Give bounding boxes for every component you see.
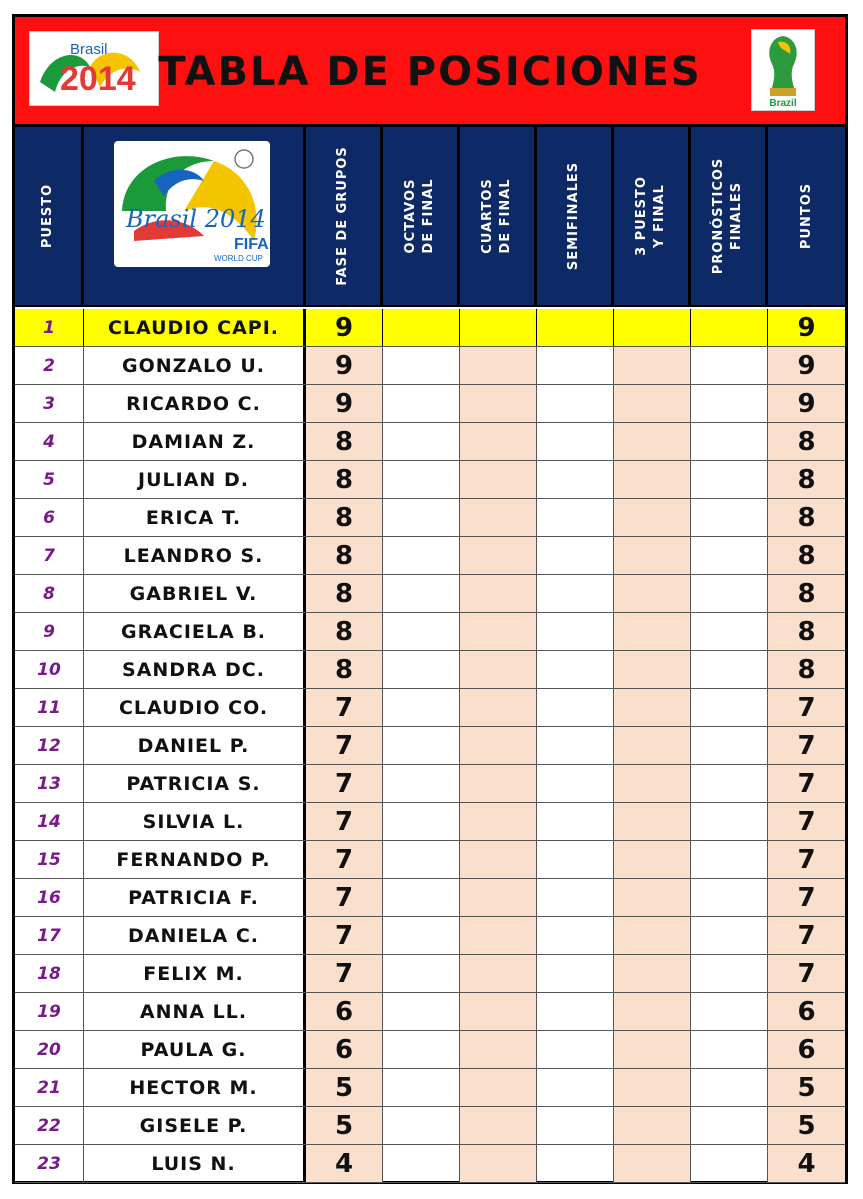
- pronosticos-cell: [691, 499, 768, 536]
- semifinales-cell: [537, 803, 614, 840]
- name-cell: JULIAN D.: [84, 461, 306, 498]
- cuartos-cell: [460, 575, 537, 612]
- puntos-cell: 6: [768, 1031, 845, 1068]
- fase-grupos-cell: 7: [306, 727, 383, 764]
- rank-cell: 6: [15, 499, 84, 536]
- rank-cell: 17: [15, 917, 84, 954]
- pronosticos-cell: [691, 537, 768, 574]
- cuartos-cell: [460, 765, 537, 802]
- name-cell: DAMIAN Z.: [84, 423, 306, 460]
- pronosticos-cell: [691, 955, 768, 992]
- tercer-puesto-cell: [614, 993, 691, 1030]
- rank-cell: 7: [15, 537, 84, 574]
- fase-grupos-cell: 5: [306, 1069, 383, 1106]
- pronosticos-cell: [691, 1145, 768, 1182]
- fase-grupos-cell: 6: [306, 993, 383, 1030]
- header-tercer-puesto: [614, 127, 691, 305]
- octavos-cell: [383, 1069, 460, 1106]
- name-cell: DANIELA C.: [84, 917, 306, 954]
- name-cell: LUIS N.: [84, 1145, 306, 1182]
- octavos-cell: [383, 1107, 460, 1144]
- rank-cell: 21: [15, 1069, 84, 1106]
- pronosticos-cell: [691, 347, 768, 384]
- name-cell: PATRICIA S.: [84, 765, 306, 802]
- name-cell: DANIEL P.: [84, 727, 306, 764]
- octavos-cell: [383, 765, 460, 802]
- rank-cell: 18: [15, 955, 84, 992]
- pronosticos-cell: [691, 309, 768, 346]
- rank-cell: 19: [15, 993, 84, 1030]
- header-fase-grupos-label: FASE DE GRUPOS: [335, 146, 350, 286]
- cuartos-cell: [460, 727, 537, 764]
- fase-grupos-cell: 7: [306, 879, 383, 916]
- rank-cell: 22: [15, 1107, 84, 1144]
- pronosticos-cell: [691, 461, 768, 498]
- tercer-puesto-cell: [614, 803, 691, 840]
- cuartos-cell: [460, 537, 537, 574]
- fase-grupos-cell: 7: [306, 765, 383, 802]
- semifinales-cell: [537, 765, 614, 802]
- semifinales-cell: [537, 347, 614, 384]
- name-cell: GABRIEL V.: [84, 575, 306, 612]
- header-pronosticos: [691, 127, 768, 305]
- puntos-cell: 7: [768, 841, 845, 878]
- name-cell: CLAUDIO CO.: [84, 689, 306, 726]
- name-cell: GISELE P.: [84, 1107, 306, 1144]
- semifinales-cell: [537, 841, 614, 878]
- table-row: [15, 955, 845, 993]
- table-row: [15, 689, 845, 727]
- name-cell: ERICA T.: [84, 499, 306, 536]
- semifinales-cell: [537, 537, 614, 574]
- cuartos-cell: [460, 879, 537, 916]
- tercer-puesto-cell: [614, 537, 691, 574]
- cuartos-cell: [460, 499, 537, 536]
- rank-cell: 4: [15, 423, 84, 460]
- puntos-cell: 4: [768, 1145, 845, 1182]
- octavos-cell: [383, 917, 460, 954]
- octavos-cell: [383, 347, 460, 384]
- table-row: [15, 727, 845, 765]
- tercer-puesto-cell: [614, 841, 691, 878]
- name-cell: GONZALO U.: [84, 347, 306, 384]
- column-header-band: [15, 127, 845, 307]
- fase-grupos-cell: 7: [306, 917, 383, 954]
- name-cell: SILVIA L.: [84, 803, 306, 840]
- brand-logo-worldcup: WORLD CUP: [214, 254, 263, 263]
- rank-cell: 3: [15, 385, 84, 422]
- pronosticos-cell: [691, 1069, 768, 1106]
- tercer-puesto-cell: [614, 423, 691, 460]
- octavos-cell: [383, 575, 460, 612]
- cuartos-cell: [460, 309, 537, 346]
- cuartos-cell: [460, 803, 537, 840]
- name-cell: LEANDRO S.: [84, 537, 306, 574]
- puntos-cell: 7: [768, 803, 845, 840]
- table-row: [15, 803, 845, 841]
- tercer-puesto-cell: [614, 765, 691, 802]
- cuartos-cell: [460, 1145, 537, 1182]
- table-row: [15, 1031, 845, 1069]
- puntos-cell: 9: [768, 385, 845, 422]
- table-row: [15, 537, 845, 575]
- puntos-cell: 7: [768, 917, 845, 954]
- header-tercer-puesto-label: 3 PUESTO Y FINAL: [634, 176, 667, 256]
- pronosticos-cell: [691, 651, 768, 688]
- table-row: [15, 1145, 845, 1183]
- tercer-puesto-cell: [614, 917, 691, 954]
- puntos-cell: 8: [768, 575, 845, 612]
- tercer-puesto-cell: [614, 727, 691, 764]
- rank-cell: 23: [15, 1145, 84, 1182]
- octavos-cell: [383, 385, 460, 422]
- tercer-puesto-cell: [614, 1107, 691, 1144]
- pronosticos-cell: [691, 765, 768, 802]
- semifinales-cell: [537, 993, 614, 1030]
- header-semifinales: [537, 127, 614, 305]
- table-row: [15, 993, 845, 1031]
- fase-grupos-cell: 7: [306, 689, 383, 726]
- standings-table-body: [15, 309, 845, 1183]
- fase-grupos-cell: 8: [306, 575, 383, 612]
- tercer-puesto-cell: [614, 309, 691, 346]
- octavos-cell: [383, 613, 460, 650]
- table-row: [15, 575, 845, 613]
- semifinales-cell: [537, 309, 614, 346]
- semifinales-cell: [537, 423, 614, 460]
- puntos-cell: 8: [768, 423, 845, 460]
- semifinales-cell: [537, 1069, 614, 1106]
- rank-cell: 20: [15, 1031, 84, 1068]
- fase-grupos-cell: 9: [306, 385, 383, 422]
- semifinales-cell: [537, 1031, 614, 1068]
- octavos-cell: [383, 879, 460, 916]
- name-cell: RICARDO C.: [84, 385, 306, 422]
- puntos-cell: 8: [768, 651, 845, 688]
- puntos-cell: 8: [768, 537, 845, 574]
- table-row: [15, 841, 845, 879]
- cuartos-cell: [460, 993, 537, 1030]
- octavos-cell: [383, 537, 460, 574]
- pronosticos-cell: [691, 841, 768, 878]
- octavos-cell: [383, 955, 460, 992]
- octavos-cell: [383, 423, 460, 460]
- puntos-cell: 8: [768, 613, 845, 650]
- table-row: [15, 1069, 845, 1107]
- octavos-cell: [383, 651, 460, 688]
- puntos-cell: 7: [768, 727, 845, 764]
- table-row: [15, 461, 845, 499]
- tercer-puesto-cell: [614, 613, 691, 650]
- header-puntos-label: PUNTOS: [798, 182, 814, 250]
- tercer-puesto-cell: [614, 347, 691, 384]
- rank-cell: 1: [15, 309, 84, 346]
- name-cell: PAULA G.: [84, 1031, 306, 1068]
- fase-grupos-cell: 5: [306, 1107, 383, 1144]
- puntos-cell: 9: [768, 347, 845, 384]
- octavos-cell: [383, 841, 460, 878]
- fase-grupos-cell: 8: [306, 499, 383, 536]
- svg-text:2014: 2014: [60, 60, 136, 98]
- octavos-cell: [383, 803, 460, 840]
- header-puntos: [768, 127, 845, 305]
- rank-cell: 13: [15, 765, 84, 802]
- semifinales-cell: [537, 613, 614, 650]
- pronosticos-cell: [691, 879, 768, 916]
- brand-logo-fifa: FIFA: [234, 236, 269, 253]
- name-cell: SANDRA DC.: [84, 651, 306, 688]
- rank-cell: 5: [15, 461, 84, 498]
- table-row: [15, 309, 845, 347]
- header-cuartos-label: CUARTOS DE FINAL: [480, 178, 513, 254]
- tercer-puesto-cell: [614, 461, 691, 498]
- pronosticos-cell: [691, 423, 768, 460]
- name-cell: CLAUDIO CAPI.: [84, 309, 306, 346]
- fase-grupos-cell: 7: [306, 955, 383, 992]
- header-semifinales-label: SEMIFINALES: [566, 161, 581, 271]
- logo-right-label: Brazil: [769, 98, 797, 109]
- tercer-puesto-cell: [614, 385, 691, 422]
- tercer-puesto-cell: [614, 879, 691, 916]
- header-fase-grupos: [306, 127, 383, 305]
- pronosticos-cell: [691, 613, 768, 650]
- header-logo-cell: [84, 127, 306, 305]
- fase-grupos-cell: 7: [306, 803, 383, 840]
- rank-cell: 16: [15, 879, 84, 916]
- world-cup-trophy-logo: [751, 29, 815, 111]
- semifinales-cell: [537, 1145, 614, 1182]
- pronosticos-cell: [691, 1031, 768, 1068]
- pronosticos-cell: [691, 1107, 768, 1144]
- header-puesto: [15, 127, 84, 305]
- page-title: TABLA DE POSICIONES: [158, 49, 702, 95]
- cuartos-cell: [460, 955, 537, 992]
- semifinales-cell: [537, 461, 614, 498]
- name-cell: PATRICIA F.: [84, 879, 306, 916]
- tercer-puesto-cell: [614, 955, 691, 992]
- fase-grupos-cell: 8: [306, 613, 383, 650]
- cuartos-cell: [460, 347, 537, 384]
- name-cell: ANNA LL.: [84, 993, 306, 1030]
- octavos-cell: [383, 993, 460, 1030]
- pronosticos-cell: [691, 993, 768, 1030]
- pronosticos-cell: [691, 575, 768, 612]
- rank-cell: 11: [15, 689, 84, 726]
- fase-grupos-cell: 8: [306, 537, 383, 574]
- fase-grupos-cell: 8: [306, 651, 383, 688]
- rank-cell: 15: [15, 841, 84, 878]
- fase-grupos-cell: 8: [306, 461, 383, 498]
- puntos-cell: 8: [768, 461, 845, 498]
- puntos-cell: 5: [768, 1069, 845, 1106]
- fase-grupos-cell: 6: [306, 1031, 383, 1068]
- fase-grupos-cell: 4: [306, 1145, 383, 1182]
- table-row: [15, 423, 845, 461]
- logo-left-text-1: Brasil: [70, 41, 108, 58]
- semifinales-cell: [537, 1107, 614, 1144]
- rank-cell: 10: [15, 651, 84, 688]
- fase-grupos-cell: 7: [306, 841, 383, 878]
- semifinales-cell: [537, 689, 614, 726]
- rank-cell: 12: [15, 727, 84, 764]
- fase-grupos-cell: 9: [306, 309, 383, 346]
- name-cell: FELIX M.: [84, 955, 306, 992]
- name-cell: HECTOR M.: [84, 1069, 306, 1106]
- tercer-puesto-cell: [614, 1069, 691, 1106]
- header-octavos: [383, 127, 460, 305]
- puntos-cell: 8: [768, 499, 845, 536]
- cuartos-cell: [460, 689, 537, 726]
- title-band: [15, 17, 845, 127]
- header-pronosticos-label: PRONÓSTICOS FINALES: [711, 157, 744, 275]
- semifinales-cell: [537, 385, 614, 422]
- name-cell: GRACIELA B.: [84, 613, 306, 650]
- puntos-cell: 7: [768, 765, 845, 802]
- octavos-cell: [383, 499, 460, 536]
- table-row: [15, 499, 845, 537]
- rank-cell: 14: [15, 803, 84, 840]
- brasil-2014-fifa-logo: [114, 141, 270, 267]
- cuartos-cell: [460, 1031, 537, 1068]
- cuartos-cell: [460, 1107, 537, 1144]
- octavos-cell: [383, 1145, 460, 1182]
- pronosticos-cell: [691, 385, 768, 422]
- table-row: [15, 347, 845, 385]
- puntos-cell: 5: [768, 1107, 845, 1144]
- puntos-cell: 7: [768, 689, 845, 726]
- cuartos-cell: [460, 917, 537, 954]
- semifinales-cell: [537, 575, 614, 612]
- table-row: [15, 613, 845, 651]
- pronosticos-cell: [691, 917, 768, 954]
- rank-cell: 9: [15, 613, 84, 650]
- cuartos-cell: [460, 613, 537, 650]
- pronosticos-cell: [691, 727, 768, 764]
- cuartos-cell: [460, 651, 537, 688]
- cuartos-cell: [460, 1069, 537, 1106]
- name-cell: FERNANDO P.: [84, 841, 306, 878]
- octavos-cell: [383, 1031, 460, 1068]
- pronosticos-cell: [691, 689, 768, 726]
- semifinales-cell: [537, 917, 614, 954]
- fase-grupos-cell: 9: [306, 347, 383, 384]
- puntos-cell: 7: [768, 955, 845, 992]
- semifinales-cell: [537, 955, 614, 992]
- header-cuartos: [460, 127, 537, 305]
- tercer-puesto-cell: [614, 1145, 691, 1182]
- tercer-puesto-cell: [614, 1031, 691, 1068]
- puntos-cell: 7: [768, 879, 845, 916]
- rank-cell: 8: [15, 575, 84, 612]
- tercer-puesto-cell: [614, 651, 691, 688]
- semifinales-cell: [537, 879, 614, 916]
- table-row: [15, 917, 845, 955]
- cuartos-cell: [460, 423, 537, 460]
- tercer-puesto-cell: [614, 575, 691, 612]
- cuartos-cell: [460, 841, 537, 878]
- octavos-cell: [383, 689, 460, 726]
- table-row: [15, 385, 845, 423]
- table-row: [15, 879, 845, 917]
- brand-logo-text-1: Brasil 2014: [126, 205, 266, 233]
- standings-sheet: [12, 14, 848, 1184]
- semifinales-cell: [537, 651, 614, 688]
- octavos-cell: [383, 309, 460, 346]
- octavos-cell: [383, 461, 460, 498]
- octavos-cell: [383, 727, 460, 764]
- table-row: [15, 765, 845, 803]
- puntos-cell: 9: [768, 309, 845, 346]
- fase-grupos-cell: 8: [306, 423, 383, 460]
- pronosticos-cell: [691, 803, 768, 840]
- semifinales-cell: [537, 499, 614, 536]
- header-octavos-label: OCTAVOS DE FINAL: [403, 178, 436, 254]
- table-row: [15, 1107, 845, 1145]
- cuartos-cell: [460, 385, 537, 422]
- puntos-cell: 6: [768, 993, 845, 1030]
- cuartos-cell: [460, 461, 537, 498]
- tercer-puesto-cell: [614, 499, 691, 536]
- rank-cell: 2: [15, 347, 84, 384]
- table-row: [15, 651, 845, 689]
- semifinales-cell: [537, 727, 614, 764]
- header-puesto-label: PUESTO: [40, 183, 55, 249]
- tercer-puesto-cell: [614, 689, 691, 726]
